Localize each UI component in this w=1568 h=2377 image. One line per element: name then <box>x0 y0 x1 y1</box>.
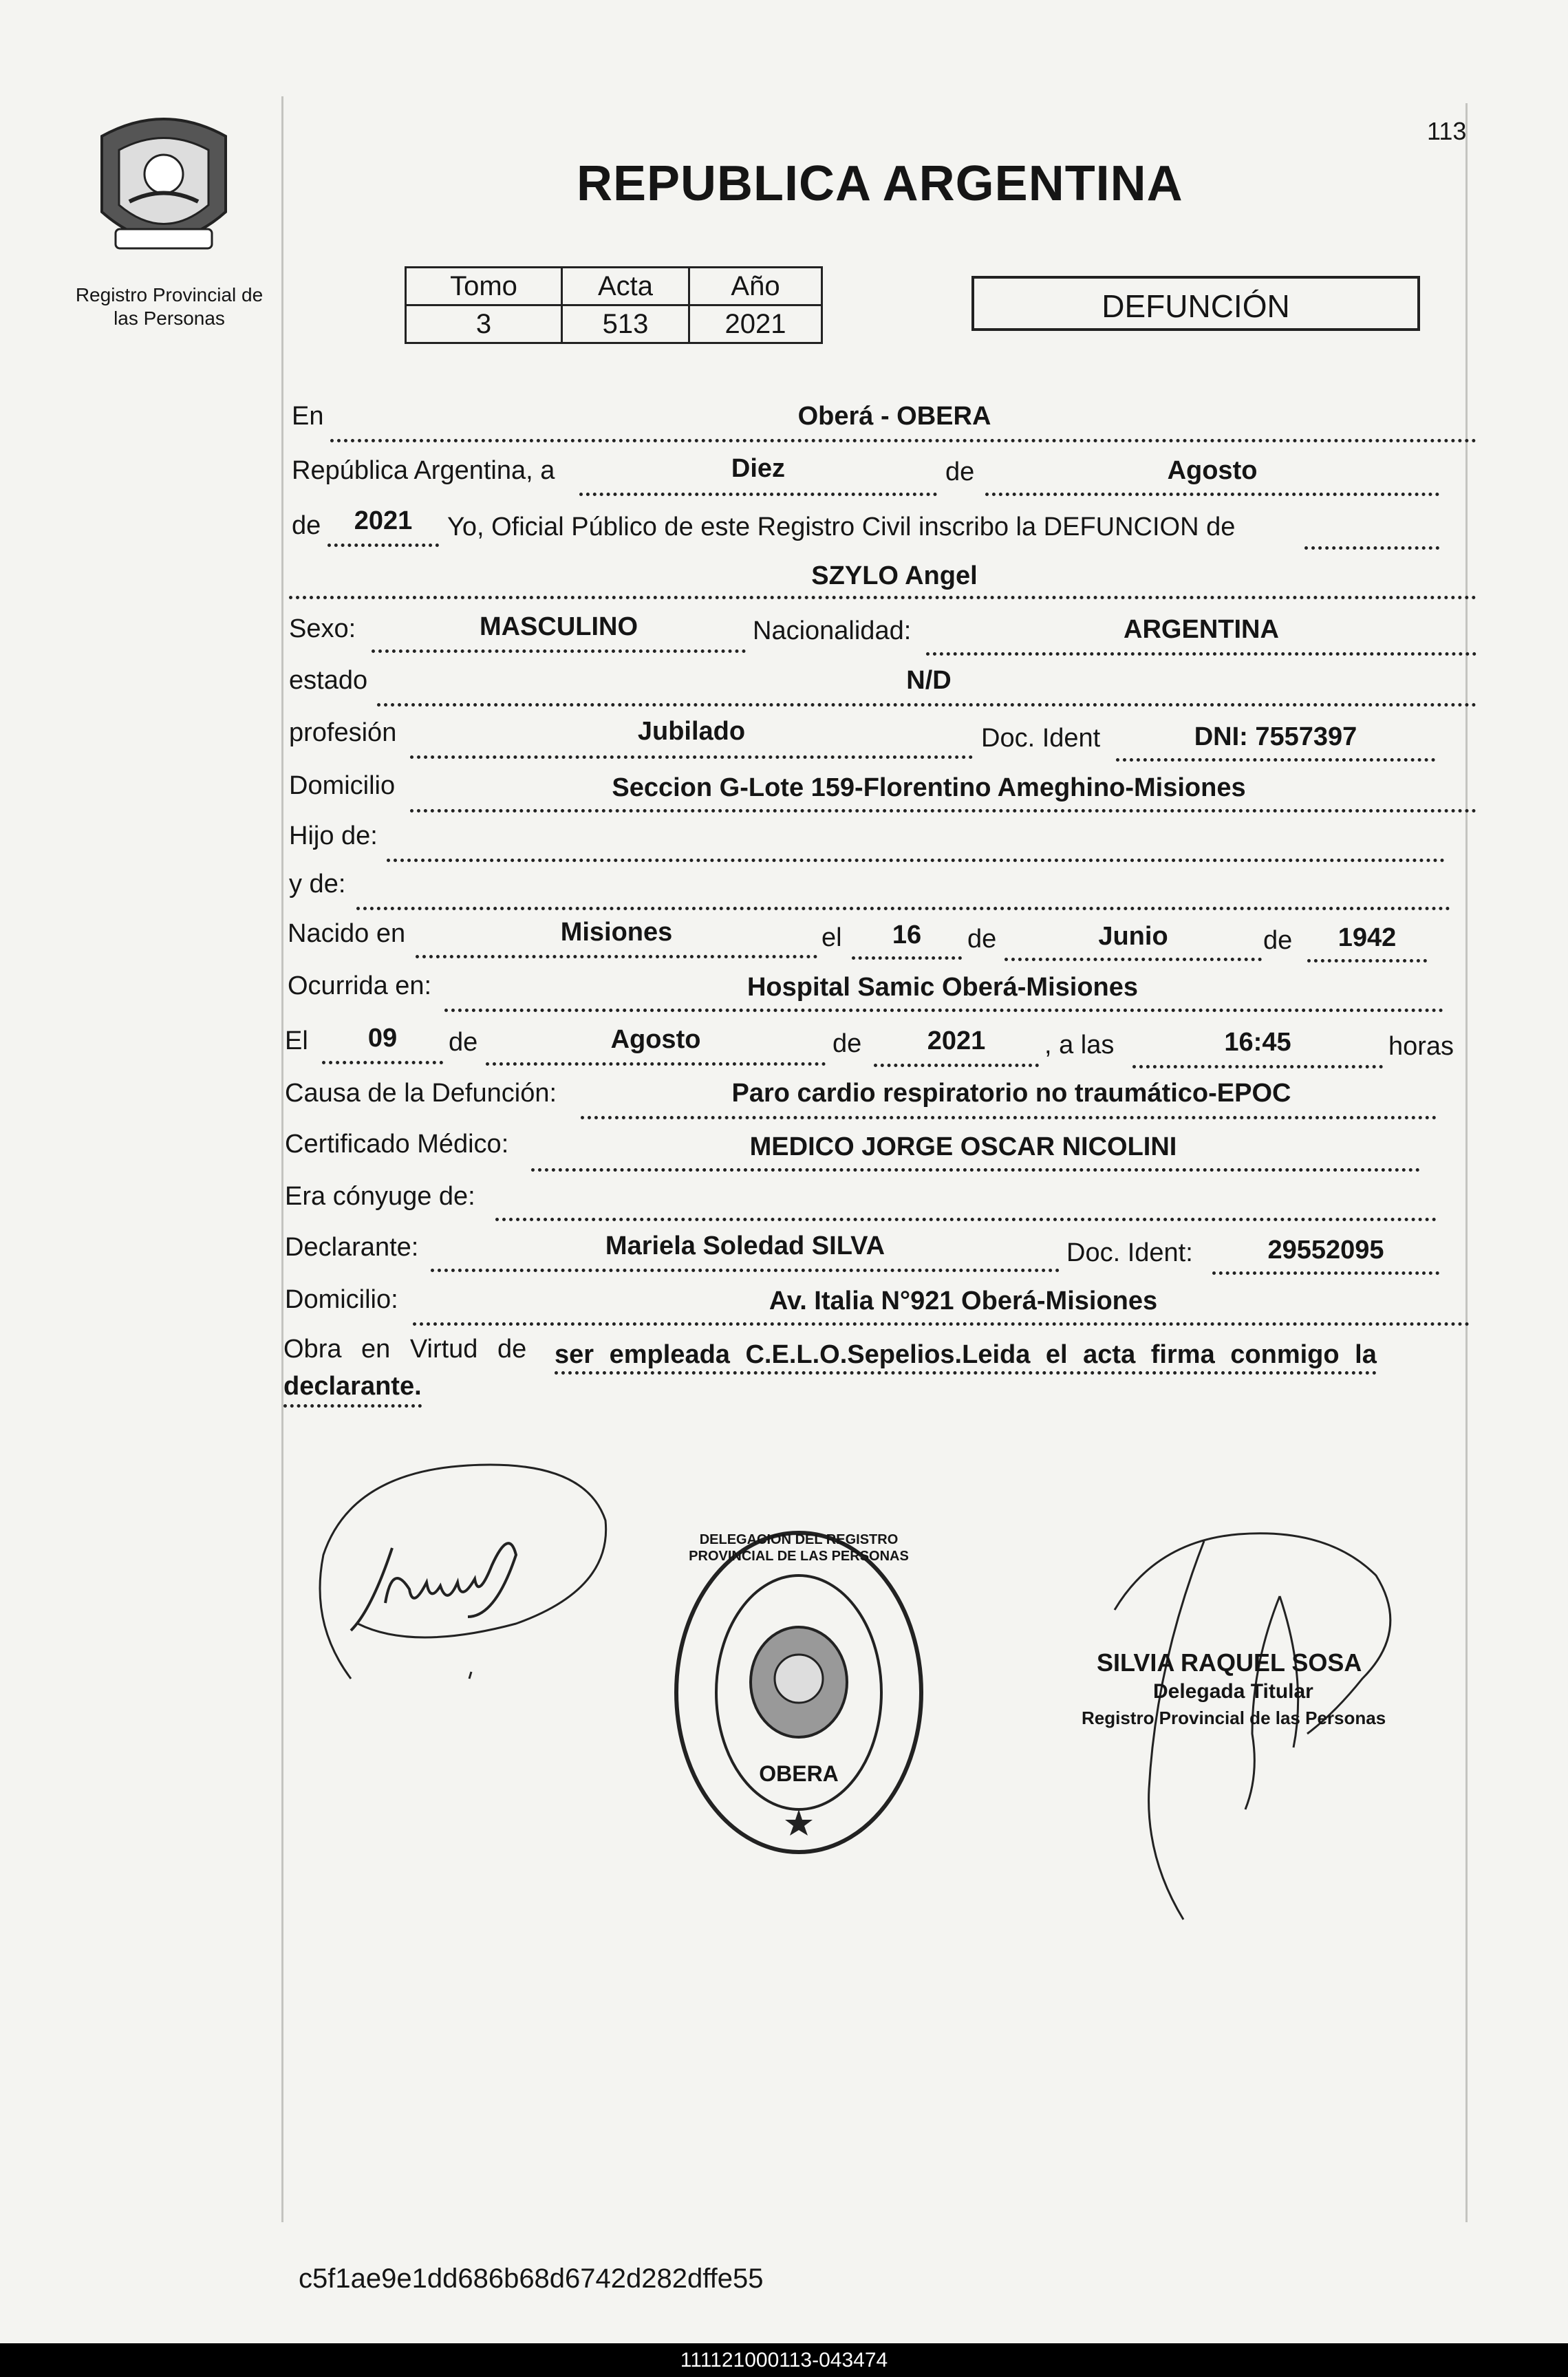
record-kind-box: DEFUNCIÓN <box>971 276 1420 331</box>
line-declarant-address <box>413 1322 1470 1326</box>
line-hijo-de <box>387 859 1445 862</box>
province-crest-logo <box>88 109 239 267</box>
acta-value: 513 <box>562 305 689 343</box>
barcode-strip: 111121000113-043474 <box>0 2343 1568 2377</box>
line-month <box>985 493 1439 496</box>
left-margin-line <box>281 96 283 2222</box>
line-y-de <box>356 907 1450 910</box>
line-estado <box>377 703 1476 707</box>
line-declarant <box>431 1269 1060 1272</box>
label-de-2: de <box>292 511 321 540</box>
birth-month-value: Junio <box>1098 922 1168 951</box>
sex-value: MASCULINO <box>479 612 638 641</box>
label-domicilio-2: Domicilio: <box>285 1285 398 1314</box>
line-certificate <box>531 1168 1420 1172</box>
line-place <box>330 439 1476 442</box>
label-sexo: Sexo: <box>289 614 356 643</box>
line-death-place <box>444 1009 1443 1012</box>
label-causa: Causa de la Defunción: <box>285 1079 557 1108</box>
line-yo-end <box>1304 546 1439 550</box>
label-doc-ident: Doc. Ident <box>981 724 1101 753</box>
declarant-address-value: Av. Italia N°921 Oberá-Misiones <box>769 1287 1158 1315</box>
tomo-value: 3 <box>406 305 562 343</box>
line-birth-place <box>416 955 817 958</box>
page-number: 113 <box>1427 117 1467 145</box>
label-nacionalidad: Nacionalidad: <box>753 616 912 645</box>
label-de-6: de <box>833 1029 862 1058</box>
virtue-line-2: declarante. <box>283 1372 422 1408</box>
acta-header: Acta <box>562 268 689 305</box>
page-title: REPUBLICA ARGENTINA <box>577 156 1183 211</box>
registry-seal <box>672 1527 926 1858</box>
seal-city: OBERA <box>759 1761 839 1786</box>
deceased-name: SZYLO Angel <box>811 561 978 590</box>
label-a-las: , a las <box>1044 1031 1115 1060</box>
label-yo: Yo, Oficial Público de este Registro Civil inscribo la DEFUNCION de <box>447 513 1236 541</box>
death-month-value: Agosto <box>610 1025 701 1054</box>
line-name <box>289 596 1476 599</box>
line-death-time <box>1132 1065 1383 1068</box>
label-de-3: de <box>967 925 997 954</box>
line-death-month <box>486 1062 826 1066</box>
record-table <box>405 266 823 344</box>
anio-header: Año <box>689 268 822 305</box>
line-birth-month <box>1005 958 1262 961</box>
anio-value: 2021 <box>689 305 822 343</box>
certificate-value: MEDICO JORGE OSCAR NICOLINI <box>749 1132 1177 1161</box>
death-place-value: Hospital Samic Oberá-Misiones <box>747 973 1139 1002</box>
cause-value: Paro cardio respiratorio no traumático-EPOC <box>731 1079 1291 1108</box>
label-domicilio: Domicilio <box>289 771 396 800</box>
label-certificado: Certificado Médico: <box>285 1130 509 1159</box>
line-death-day <box>322 1061 443 1064</box>
label-de-4: de <box>1263 926 1293 955</box>
label-declarante: Declarante: <box>285 1233 419 1262</box>
death-year-value: 2021 <box>927 1026 986 1055</box>
birth-day-value: 16 <box>892 921 922 949</box>
line-profession <box>410 755 973 759</box>
official-name: SILVIA RAQUEL SOSA <box>1097 1648 1362 1677</box>
month-value: Agosto <box>1167 456 1258 485</box>
tomo-header: Tomo <box>406 268 562 305</box>
label-hijo-de: Hijo de: <box>289 821 378 850</box>
year-value: 2021 <box>354 506 413 535</box>
registry-name: Registro Provincial de las Personas <box>75 284 264 329</box>
line-doc <box>1116 758 1435 762</box>
doc-ident-value: DNI: 7557397 <box>1194 722 1357 751</box>
virtue-line-1: ser empleada C.E.L.O.Sepelios.Leida el acta firma conmigo la <box>555 1340 1377 1375</box>
label-horas: horas <box>1388 1032 1454 1061</box>
line-day <box>579 493 937 496</box>
declarant-signature <box>310 1417 619 1692</box>
label-republica: República Argentina, a <box>292 456 555 485</box>
label-nacido-en: Nacido en <box>288 919 406 948</box>
label-de-1: de <box>945 458 975 486</box>
birth-place-value: Misiones <box>560 918 673 947</box>
label-de-5: de <box>449 1028 478 1057</box>
line-nationality <box>926 652 1476 656</box>
nationality-value: ARGENTINA <box>1124 615 1279 644</box>
label-el-2: El <box>285 1026 308 1055</box>
right-margin-line <box>1465 103 1468 2222</box>
declarant-doc-value: 29552095 <box>1267 1236 1384 1265</box>
label-ocurrida-en: Ocurrida en: <box>288 971 432 1000</box>
label-en: En <box>292 402 324 431</box>
seal-ring-text: DELEGACION DEL REGISTRO PROVINCIAL DE LAS PERSONAS <box>689 1532 909 1564</box>
line-sex <box>372 649 746 653</box>
profession-value: Jubilado <box>637 717 746 746</box>
label-profesion: profesión <box>289 718 397 747</box>
death-time-value: 16:45 <box>1224 1028 1291 1057</box>
line-address <box>410 809 1476 813</box>
address-value: Seccion G-Lote 159-Florentino Ameghino-Misiones <box>612 773 1246 802</box>
place-value: Oberá - OBERA <box>797 402 991 431</box>
label-el-1: el <box>821 923 842 952</box>
label-obra-en: Obra en Virtud de <box>283 1335 527 1364</box>
official-role: Delegada Titular <box>1153 1680 1313 1703</box>
label-y-de: y de: <box>289 870 346 899</box>
day-words-value: Diez <box>731 454 786 483</box>
line-birth-year <box>1307 959 1427 962</box>
line-declarant-doc <box>1212 1271 1439 1275</box>
official-office: Registro Provincial de las Personas <box>1082 1708 1386 1728</box>
line-death-year <box>874 1064 1039 1067</box>
line-cause <box>581 1116 1437 1119</box>
document-hash: c5f1ae9e1dd686b68d6742d282dffe55 <box>299 2263 764 2294</box>
birth-year-value: 1942 <box>1338 923 1397 952</box>
label-conyuge: Era cónyuge de: <box>285 1182 475 1211</box>
estado-value: N/D <box>906 666 952 695</box>
line-year <box>327 544 439 547</box>
line-spouse <box>495 1218 1437 1221</box>
declarant-value: Mariela Soledad SILVA <box>605 1231 885 1260</box>
label-doc-ident-2: Doc. Ident: <box>1066 1238 1193 1267</box>
label-estado: estado <box>289 666 368 695</box>
line-birth-day <box>852 956 962 960</box>
death-day-value: 09 <box>367 1024 398 1053</box>
